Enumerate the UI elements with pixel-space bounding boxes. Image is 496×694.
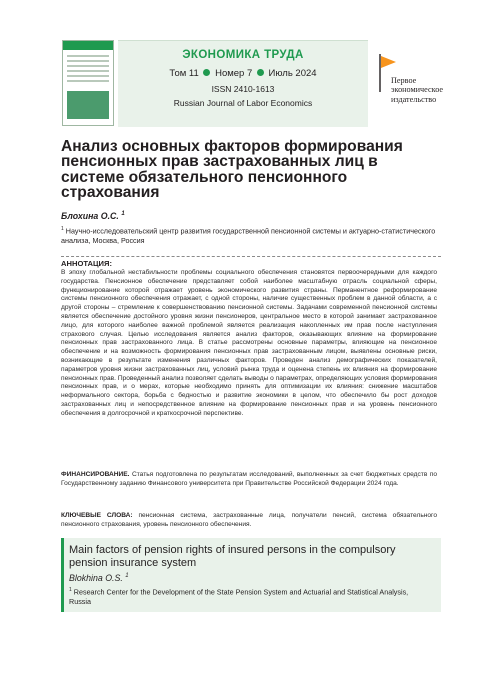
journal-cover-thumbnail <box>62 40 114 126</box>
publisher-name: Первое экономическое издательство <box>391 76 444 104</box>
keywords: КЛЮЧЕВЫЕ СЛОВА: пенсионная система, застрахованные лица, получатели пенсий, система обязательного пенсионного страхования, уровень пенсионного обеспечения. <box>61 512 437 528</box>
abstract-body: В эпоху глобальной нестабильности проблемы социального обеспечения становятся первоочередными для каждого государства. Пенсионное обеспечение представляет собой наиболее масштабную отрасль социальной сферы, функционирование которой отражает уровень экономического развития страны. Перманентное реформирование системы пенсионного обеспечения отражает, с одной стороны, наличие существенных проблем в данной области, а с другой стороны – стремление к совершенствованию пенсионной системы. Задачами современной пенсионной системы является обеспечение достойного уровня жизни пенсионеров, центральное место в которой занимает застрахованное лицо, для которого наиболее важной проблемой является реализация накопленных им прав после наступления страхового случая. Целью исследования является анализ факторов, оказывающих влияние на формирование пенсионных прав застрахованного лица. В статье рассмотрены основные параметры, влияющие на пенсионное обеспечение и на возможность формирования пенсионных прав застрахованным лицом, выявлены основные риски, возникающие в результате изменения различных факторов. Проведен анализ демографических показателей, параметров уровня жизни застрахованных лиц, условий рынка труда и оценена степень их влияния на формирование пенсионных прав. Проведенный анализ позволяет сделать выводы о параметрах, определяющих условия формирования пенсионных прав, и о мерах, которые необходимо принять для оптимизации их влияния: снижение масштабов неформального сектора, борьба с бедностью и развитие экономики в целом, что обеспечило бы рост доходов застрахованных лиц и непосредственное влияние на формирование пенсионных прав и на уровень пенсионного обеспечения в долгосрочной и краткосрочной перспективе. <box>61 269 437 417</box>
issue-date: Июль 2024 <box>268 68 317 79</box>
article-title: Анализ основных факторов формирования пенсионных прав застрахованных лиц в системе обязательного пенсионного страхования <box>61 138 403 202</box>
journal-title-en: Russian Journal of Labor Economics <box>173 98 313 108</box>
volume: Том 11 <box>169 68 199 79</box>
bullet-dot-icon <box>203 69 210 76</box>
issn: ISSN 2410-1613 <box>211 84 275 94</box>
issue-info <box>118 68 368 79</box>
english-title: Main factors of pension rights of insured persons in the compulsory pension insurance system <box>69 544 396 569</box>
funding-note: ФИНАНСИРОВАНИЕ. Статья подготовлена по результатам исследований, выполненных за счет бюджетных средств по Государственному заданию Финансового университета при Правительстве Российской Федерации 2024 года. <box>61 471 437 487</box>
author: Блохина О.С. $^1$ <box>61 211 125 221</box>
bullet-dot-icon <box>257 69 264 76</box>
journal-title: ЭКОНОМИКА ТРУДА <box>182 49 304 61</box>
english-affiliation: $^1$ Research Center for the Development of the State Pension System and Actuarial and Statistical Analysis, Russia <box>69 587 409 606</box>
affiliation: $^1$ Научно-исследовательский центр развития государственной пенсионной системы и актуарно-статистического анализа, Москва, Россия <box>61 226 436 245</box>
issue-number: Номер 7 <box>215 68 253 79</box>
english-author: Blokhina O.S. $^1$ <box>69 573 129 583</box>
abstract-heading: АННОТАЦИЯ: <box>61 259 112 268</box>
divider <box>61 256 441 257</box>
